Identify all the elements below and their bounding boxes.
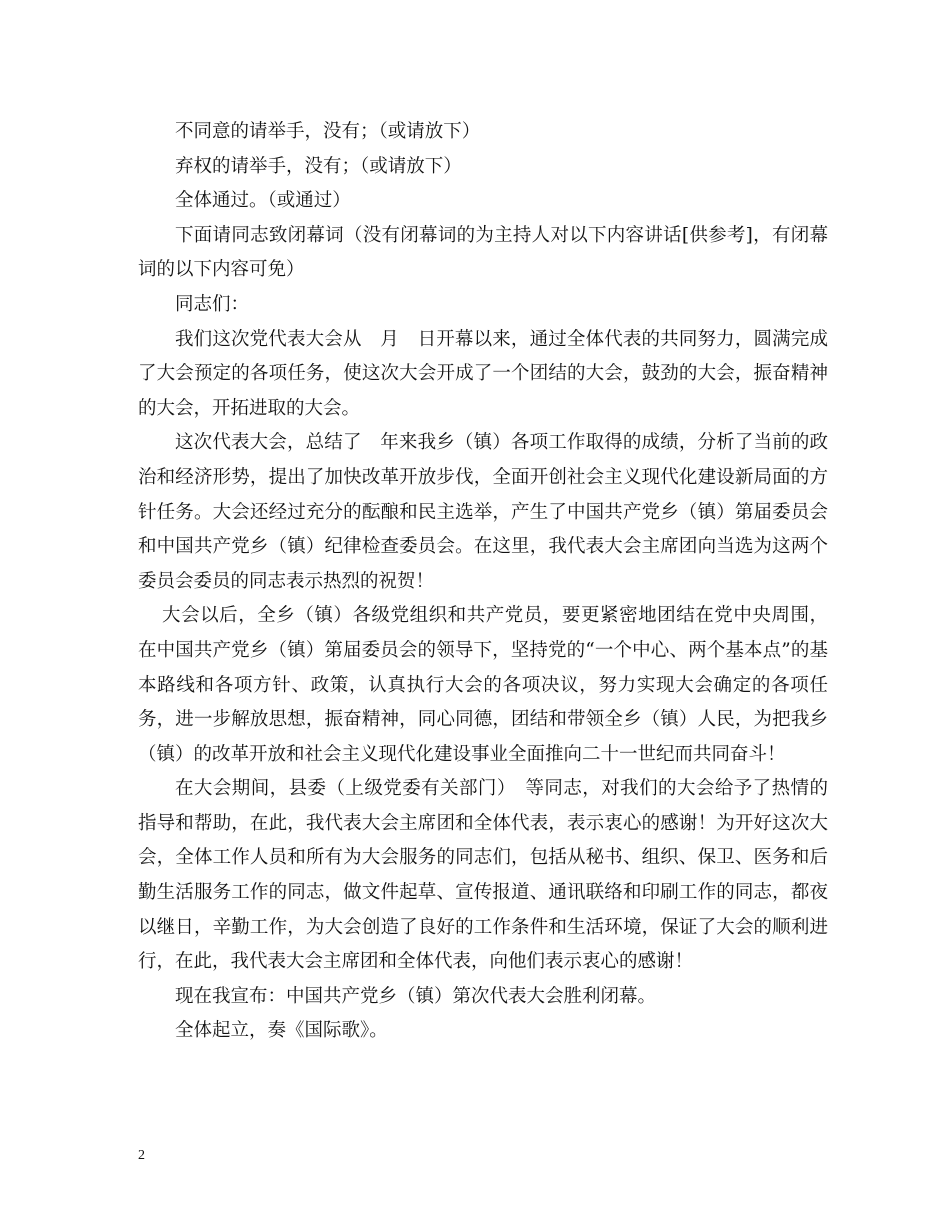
paragraph-salutation: 同志们：: [175, 293, 250, 315]
paragraph-thanks: 在大会期间，县委（上级党委有关部门） 等同志，对我们的大会给予了热情的指导和帮助，在此，我代表大会主席团和全体代表，表示衷心的感谢！为开好这次大会，全体工作人员和所有为大会服务的同志们，包括从秘书、组织、保卫、医务和后勤生活服务工作的同志，做文件起草、宣传报道、通讯联络和印刷工作的同志，都夜以继日，辛勤工作，为大会创造了良好的工作条件和生活环境，保证了大会的顺利进行，在此，我代表大会主席团和全体代表，向他们表示衷心的感谢！: [138, 778, 828, 973]
page-number: 2: [138, 1148, 145, 1163]
paragraph-closing-speech-intro: 下面请同志致闭幕词（没有闭幕词的为主持人对以下内容讲话[供参考]，有闭幕词的以下内容可免）: [138, 224, 828, 281]
paragraph-congress-tasks: 我们这次党代表大会从 月 日开幕以来，通过全体代表的共同努力，圆满完成了大会预定的各项任务，使这次大会开成了一个团结的大会，鼓劲的大会，振奋精神的大会，开拓进取的大会。: [138, 328, 828, 419]
paragraph-all-passed: 全体通过。（或通过）: [175, 190, 351, 212]
document-body: [138, 115, 828, 1049]
paragraph-congress-summary: 这次代表大会，总结了 年来我乡（镇）各项工作取得的成绩，分析了当前的政治和经济形势，提出了加快改革开放步伐，全面开创社会主义现代化建设新局面的方针任务。大会还经过充分的酝酿和民主选举，产生了中国共产党乡（镇）第届委员会和中国共产党乡（镇）纪律检查委员会。在这里，我代表大会主席团向当选为这两个委员会委员的同志表示热烈的祝贺！: [138, 432, 828, 592]
paragraph-after-congress: 大会以后，全乡（镇）各级党组织和共产党员，要更紧密地团结在党中央周围，在中国共产党乡（镇）第届委员会的领导下，坚持党的“一个中心、两个基本点”的基本路线和各项方针、政策，认真执行大会的各项决议，努力实现大会确定的各项任务，进一步解放思想，振奋精神，同心同德，团结和带领全乡（镇）人民，为把我乡（镇）的改革开放和社会主义现代化建设事业全面推向二十一世纪而共同奋斗！: [138, 605, 828, 765]
paragraph-disagree-vote: 不同意的请举手，没有；（或请放下）: [175, 121, 481, 142]
paragraph-anthem: 全体起立，奏《国际歌》。: [175, 1020, 388, 1042]
paragraph-closing-announcement: 现在我宣布：中国共产党乡（镇）第次代表大会胜利闭幕。: [175, 985, 657, 1007]
paragraph-abstain-vote: 弃权的请举手，没有；（或请放下）: [175, 155, 462, 177]
